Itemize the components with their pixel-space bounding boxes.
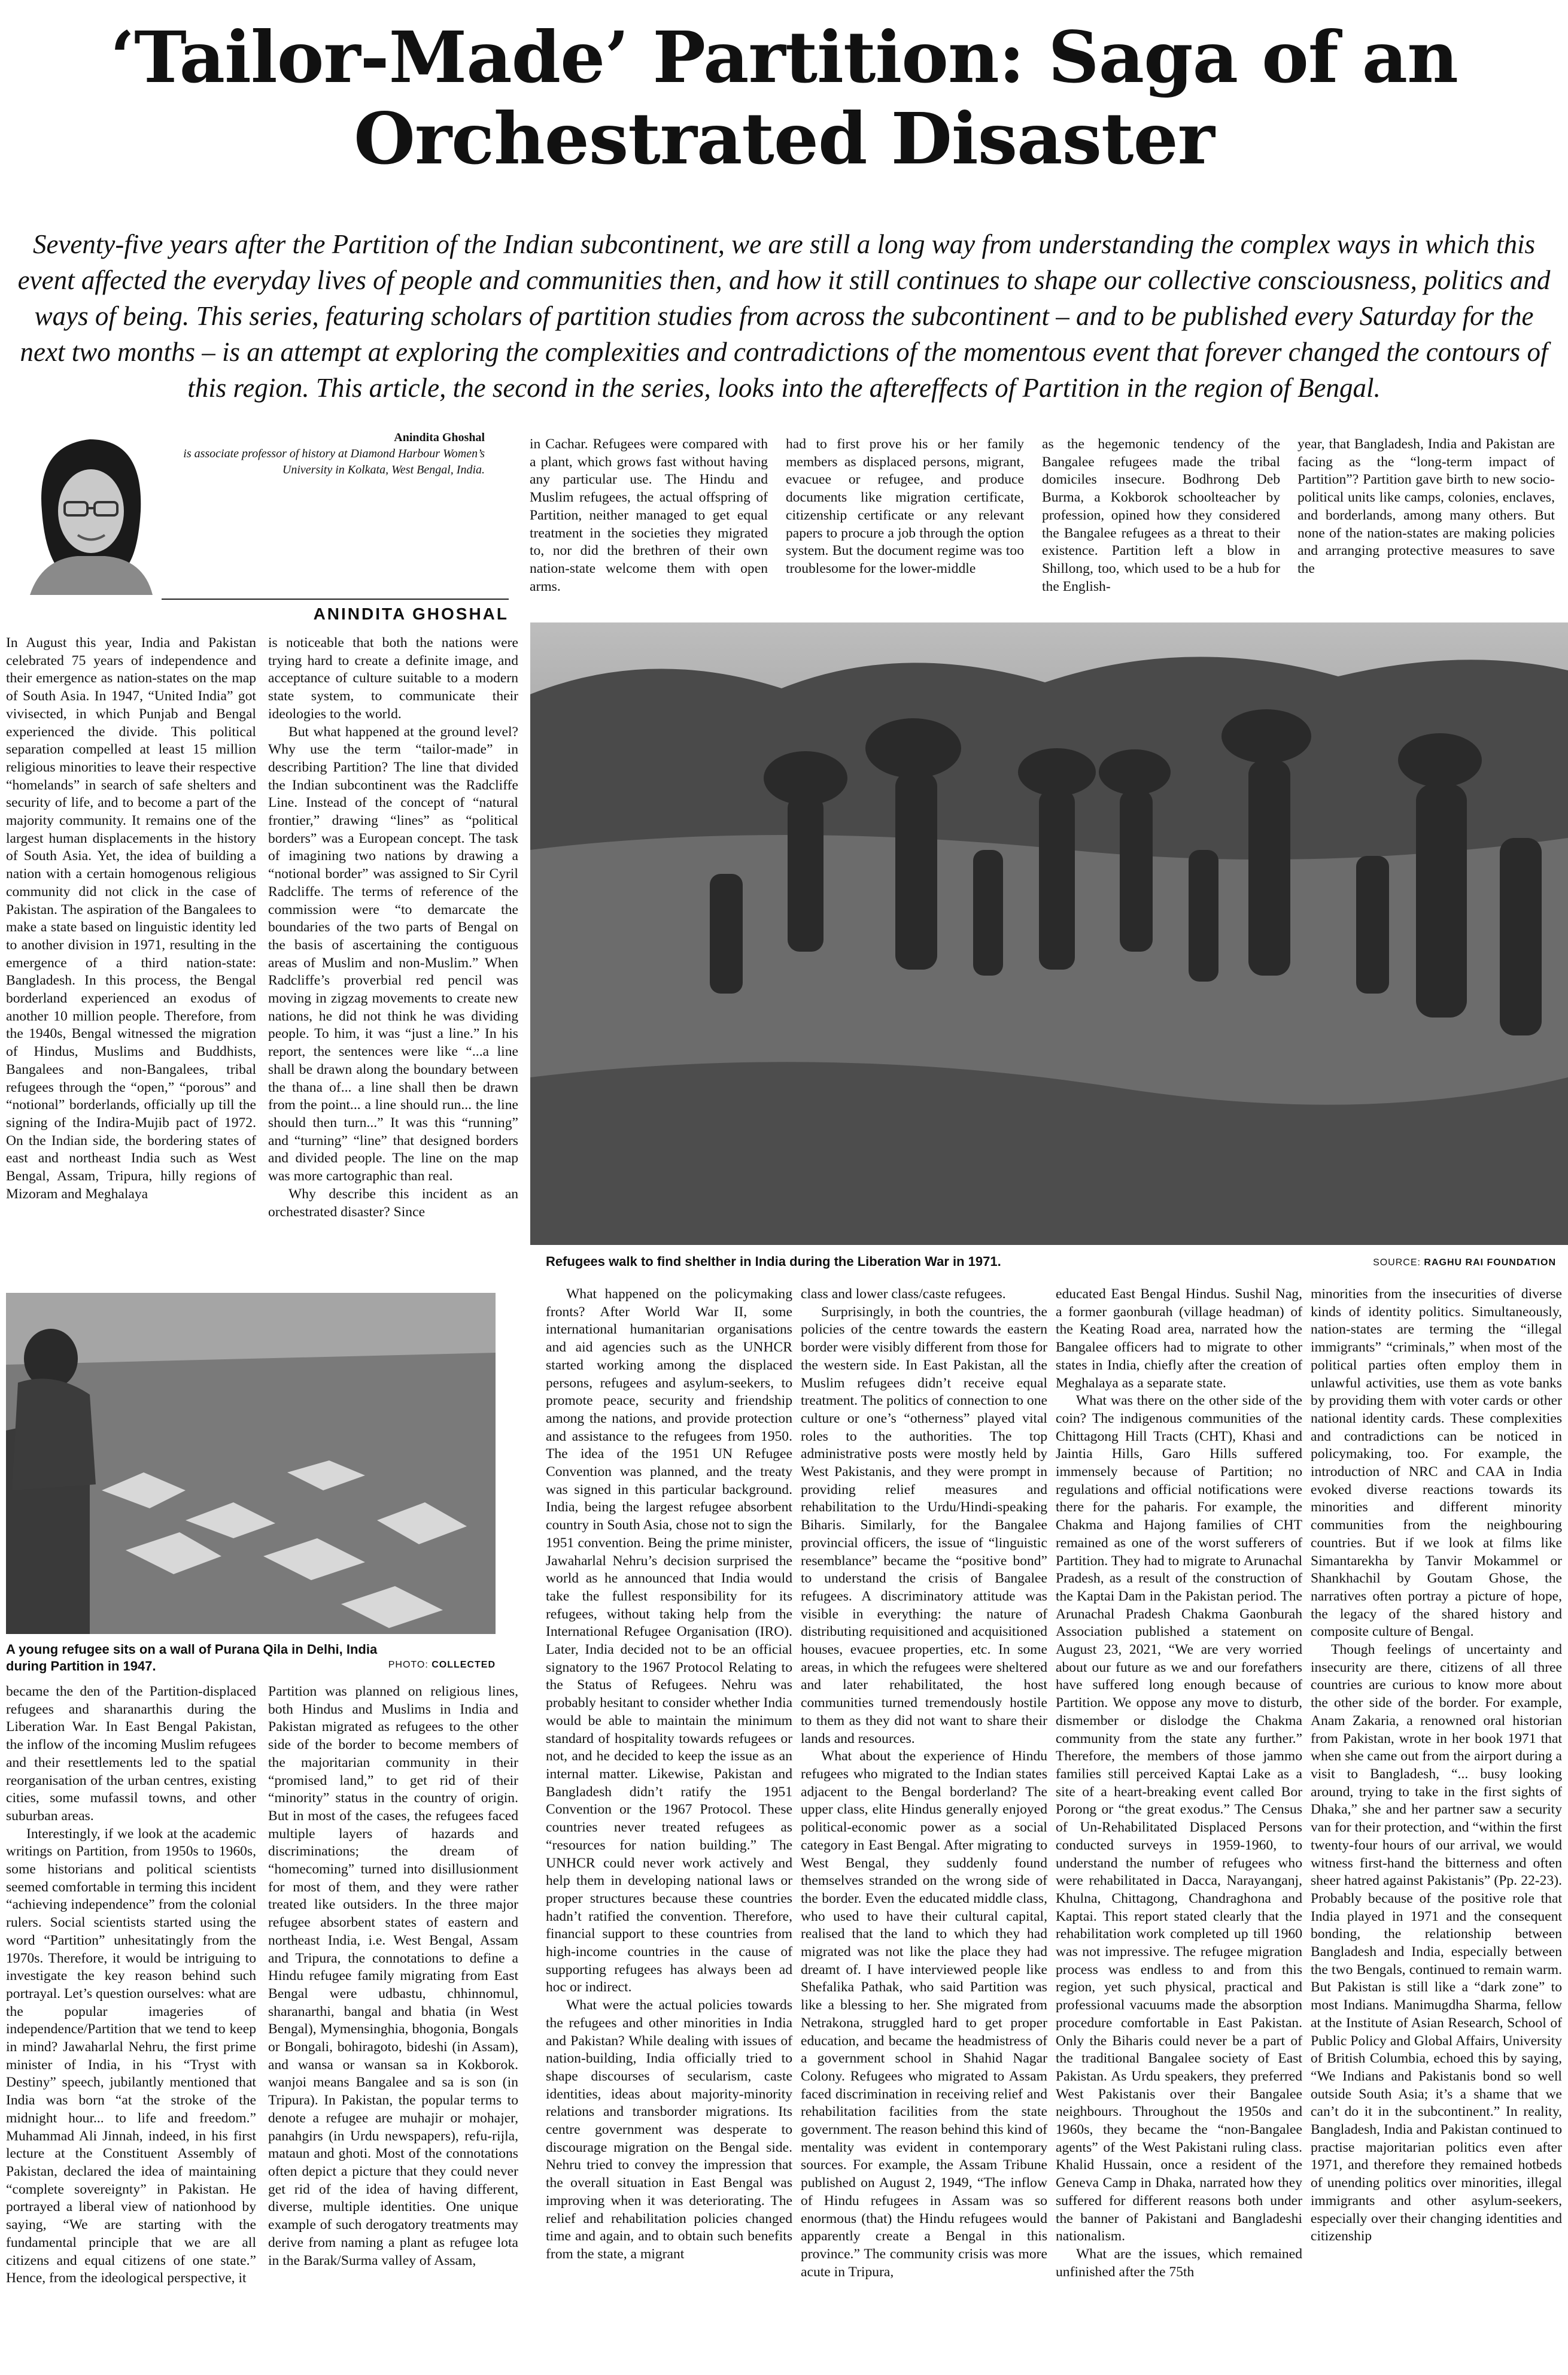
main-photo-caption: Refugees walk to find shelther in India during the Liberation War in 1971. bbox=[546, 1254, 1001, 1269]
author-bio bbox=[162, 430, 485, 478]
small-photo-caption: A young refugee sits on a wall of Purana Qila in Delhi, India during Partition in 1947. bbox=[6, 1642, 378, 1674]
purana-qila-photo bbox=[6, 1293, 496, 1634]
column-10-text-c: What about the experience of Hindu refugees who migrated to the Indian states adjacent to the Bengal borderland? The upper class, elite Hindus generally enjoyed political-economic power as a social category in East Bengal. After migrating to West Bengal, they suddenly found themselves stranded on the wrong side of the border. Even the educated middle class, who used to have their cultural capital, realised that the land to which they had migrated was not like the place they had dreamt of. I have interviewed people like Shefalika Pathak, who said Partition was like a blessing to her. She migrated from Netrakona, struggled hard to get proper education, and became the headmistress of a government school in Shahid Nagar Colony. Refugees who migrated to Assam faced discrimination in receiving relief and rehabilitation facilities from the state government. The reason behind this kind of mentality was evident in contemporary sources. For example, the Assam Tribune published on August 2, 1949, “The inflow of Hindu refugees in Assam was so enormous (that) the Hindu refugees would apparently create a Bengal in this province.” The community crisis was more acute in Tripura, bbox=[801, 1748, 1047, 2280]
column-2-text-b: But what happened at the ground level? Why use the term “tailor-made” in describing Partition? The line that divided the Indian subcontinent was the Radcliffe Line. Instead of the concept of “natural frontier,” drawing “lines” as “political borders” was a European concept. The task of imagining two nations by drawing a “notional border” was assigned to Sir Cyril Radcliffe. The terms of reference of the commission were “to demarcate the boundaries of the two parts of Bengal on the basis of ascertaining the contiguous areas of Muslim and non-Muslim.” When Radcliffe’s proverbial red pencil was moving in zigzag movements to create new nations, he did not think he was dividing people. To him, it was “just a line.” In his report, the sentences were like “...a line shall be drawn along the boundary between the thana of... a line shall then be drawn from the point... a line should run... the line should then turn...” It was this “running” and “turning” “line” that designed borders and divided people. The line on the map was more cartographic than real. bbox=[268, 724, 518, 1185]
column-10 bbox=[801, 1286, 1047, 2371]
column-1-text: In August this year, India and Pakistan celebrated 75 years of independence and their emergence as nation-states on the map of South Asia. In 1947, “United India” got vivisected, in which Punjab and Bengal experienced the divide. This political separation compelled at least 15 million religious minorities to leave their respective “homelands” in search of safe shelters and security of life, and to become a part of the majority community. It remains one of the largest human displacements in the history of South Asia. Yet, the idea of building a nation with a certain homogenous religious community did not click in the case of Pakistan. The aspiration of the Bangalees to make a state based on linguistic identity led to another division in 1971, resulting in the emergence of a third nation-state: Bangladesh. In this process, the Bengal borderland experienced an exodus of another 10 million people. Therefore, from the 1940s, Bengal witnessed the migration of Hindus, Muslims and Buddhists, Bangalees and non-Bangalees, tribal refugees through the “open,” “porous” and “notional” borderlands, officially up till the signing of the Indira-Mujib pact of 1972. On the Indian side, the bordering states of east and northeast India such as West Bengal, Assam, Tripura, hilly regions of Mizoram and Meghalaya bbox=[6, 635, 256, 1202]
column-8-text: Partition was planned on religious lines, both Hindus and Muslims in India and Pakistan migrated as refugees to the other side of the border to become members of the majoritarian community in their “promised land,” to get rid of their “minority” status in the country of origin. But in most of the cases, the refugees faced multiple layers of hazards and discriminations; the dream of “homecoming” turned into disillusionment for most of them, and they were rather treated like outsiders. In the three major refugee absorbent states of eastern and northeast India, i.e. West Bengal, Assam and Tripura, the connotations to define a Hindu refugee family migrating from East Bengal were udbastu, chhinnomul, sharanarthi, bangal and bhatia (in West Bengal), Mymensinghia, bhogonia, Bongals or Bongali, bohiragoto, bideshi (in Assam), and wansa or wansan sa in Kokborok. wanjoi means Bangalee and sa is son (in Tripura). In Pakistan, the popular terms to denote a refugee are muhajir or mohajer, panahgirs (in Urdu newspapers), refu-rijla, mataun and ghoti. Most of the connotations often depict a picture that they could never get rid of the idea of having different, diverse, multiple identities. One unique example of such derogatory treatments may derive from naming a plant as refugee lota in the Barak/Surma valley of Assam, bbox=[268, 1684, 518, 2268]
column-12-text-a: minorities from the insecurities of diverse kinds of identity politics. Simultaneously, nation-states are terming the “illegal immigrants” “criminals,” when most of the political parties often employ them in unlawful activities, use them as vote banks by providing them with voter cards or other national identity cards. These complexities and contradictions can be noticed in policymaking, too. For example, the introduction of NRC and CAA in India evoked diverse reactions towards its minorities and different minority communities from the neighbouring countries. But if we look at films like Simantarekha by Tanvir Mokammel or Shankhachil by Goutam Ghose, the narratives often portray a picture of hope, the legacy of the shared history and composite culture of Bengal. bbox=[1311, 1286, 1562, 1640]
column-7-text-a: became the den of the Partition-displaced refugees and sharanarthis during the Liberation War. In East Bengal Pakistan, the inflow of the incoming Muslim refugees and their resettlements led to the spatial reorganisation of the urban centres, existing cities, some mufassil towns, and other suburban areas. bbox=[6, 1684, 256, 1824]
column-11-text-b: What was there on the other side of the coin? The indigenous communities of the Chittagong Hill Tracts (CHT), Khasi and Jaintia Hills, Garo Hills suffered immensely because of Partition; no regulations and official notifications were there for the paharis. For example, the Chakma and Hajong families of CHT remained as one of the worst sufferers of Partition. They had to migrate to Arunachal Pradesh, as a result of the construction of the Kaptai Dam in the Pakistan period. The Arunachal Pradesh Chakma Gaonburah Association published a statement on August 23, 2021, “We are very worried about our future as we and our forefathers have suffered long enough because of Partition. We oppose any move to disturb, dismember or dislodge the Chakma community from the state any further.” Therefore, the members of those jammo families still perceived Kaptai Lake as a site of a heart-breaking event called Bor Porong or “the great exodus.” The Census of Un-Rehabilitated Displaced Persons conducted surveys in 1959-1960, to understand the number of refugees who were rehabilitated in Dacca, Narayanganj, Khulna, Chittagong, Chandraghona and Kaptai. This report stated clearly that the rehabilitation work completed up till 1960 was not impressive. The refugee migration process was endless to and from this region, yet such physical, practical and professional vacuums made the absorption procedure comfortable in East Pakistan. Only the Biharis could never be a part of the traditional Bangalee society of East Pakistan. As Urdu speakers, they preferred West Pakistanis over their Bangalee neighbours. Throughout the 1950s and 1960s, they became the “non-Bangalee agents” of the West Pakistani ruling class. Khalid Hussain, once a resident of the Geneva Camp in Dhaka, narrated how they suffered for different reasons both under the banner of Pakistani and Bangladeshi nationalism. bbox=[1056, 1393, 1302, 2245]
column-11 bbox=[1056, 1286, 1302, 2371]
author-portrait-image bbox=[18, 421, 162, 595]
byline-rule bbox=[162, 599, 509, 600]
column-2-text-a: is noticeable that both the nations were trying hard to create a definite image, and acceptance of culture suitable to a modern state system, to communicate their ideologies to the world. bbox=[268, 635, 518, 722]
column-4-text: had to first prove his or her family members as displaced persons, migrant, evacuee or refugee, and produce documents like migration certificate, citizenship certificate or any relevant papers to procure a job through the option system. But the document regime was too troublesome for the lower-middle bbox=[786, 436, 1024, 576]
small-photo bbox=[6, 1293, 496, 1634]
column-9 bbox=[546, 1286, 792, 2371]
column-1 bbox=[6, 634, 256, 1293]
column-4 bbox=[786, 436, 1024, 624]
author-portrait bbox=[18, 421, 162, 595]
author-name: Anindita Ghoshal bbox=[394, 431, 485, 444]
headline bbox=[0, 17, 1568, 180]
column-8 bbox=[268, 1683, 518, 2371]
small-photo-credit bbox=[383, 1659, 496, 1671]
column-5 bbox=[1042, 436, 1280, 624]
small-photo-credit-name: COLLECTED bbox=[431, 1660, 496, 1670]
column-9-text-b: What were the actual policies towards the refugees and other minorities in India and Pakistan? While dealing with issues of nation-building, India officially tried to shape discourses of secularism, caste identities, ideas about majority-minority relations and transborder migrations. Its centre government was desperate to discourage migration on the Bengal side. Nehru tried to convey the impression that the overall situation in East Bengal was improving when it was deteriorating. The relief and rehabilitation policies changed time and again, and to obtain such benefits from the state, a migrant bbox=[546, 1997, 792, 2262]
column-6 bbox=[1297, 436, 1555, 624]
column-12 bbox=[1311, 1286, 1562, 2371]
column-11-text-a: educated East Bengal Hindus. Sushil Nag, a former gaonburah (village headman) of the Keating Road area, narrated how the Bangalee officers had to migrate to other states in India, chiefly after the creation of Meghalaya as a separate state. bbox=[1056, 1286, 1302, 1391]
refugees-walking-photo bbox=[530, 622, 1568, 1245]
column-3 bbox=[530, 436, 768, 624]
author-bio-text: is associate professor of history at Diamond Harbour Women’s University in Kolkata, West Bengal, India. bbox=[183, 447, 485, 476]
headline-line-1: ‘Tailor-Made’ Partition: Saga of an bbox=[110, 16, 1458, 99]
column-10-text-a: class and lower class/caste refugees. bbox=[801, 1286, 1006, 1302]
main-photo-credit-name: RAGHU RAI FOUNDATION bbox=[1424, 1258, 1556, 1268]
column-11-text-c: What are the issues, which remained unfinished after the 75th bbox=[1056, 2246, 1302, 2280]
main-photo bbox=[530, 622, 1568, 1245]
column-2-text-c: Why describe this incident as an orchestrated disaster? Since bbox=[268, 1186, 518, 1220]
small-photo-credit-label: PHOTO: bbox=[388, 1660, 429, 1670]
column-3-text: in Cachar. Refugees were compared with a plant, which grows fast without having any particular use. The Hindu and Muslim refugees, the actual offspring of Partition, neither managed to get equal treatment in the societies they migrated to, nor did the brethren of their own nation-state welcome them with open arms. bbox=[530, 436, 768, 594]
main-photo-credit-label: SOURCE: bbox=[1373, 1258, 1421, 1268]
column-10-text-b: Surprisingly, in both the countries, the policies of the centre towards the eastern border were visibly different from those for the western side. In East Pakistan, all the Muslim refugees didn’t receive equal treatment. The politics of connection to one culture or one’s “otherness” played vital roles to the authorities. The top administrative posts were mostly held by West Pakistanis, and they were prompt in providing relief measures and rehabilitation to the Urdu/Hindi-speaking Biharis. Similarly, for the Bangalee provincial officers, the issue of “linguistic resemblance” became the “positive bond” to understand the crisis of Bangalee refugees. A discriminatory attitude was visible in everything: the nature of distributing requisitioned and acquisitioned houses, evacuee properties, etc. In some areas, in which the refugees were sheltered and later rehabilitated, the host communities turned tremendously hostile to them as they did not want to share their lands and resources. bbox=[801, 1304, 1047, 1747]
column-9-text-a: What happened on the policymaking fronts? After World War II, some international humanitarian organisations and aid agencies such as the UNHCR started working among the displaced persons, refugees and asylum-seekers, to promote peace, security and friendship among the nations, and provide protection and assistance to the refugees from 1950. The idea of the 1951 UN Refugee Convention was planned, and the treaty was signed in this particular background. India, being the largest refugee absorbent country in South Asia, chose not to sign the 1951 convention. Being the prime minister, Jawaharlal Nehru’s decision surprised the world as he announced that India would take the fullest responsibility for its refugees, without taking help from the International Refugee Organisation (IRO). Later, India decided not to be an official signatory to the 1967 Protocol Relating to the Status of Refugees. Nehru was probably hesitant to consider whether India would be able to maintain the minimum standard of hospitality towards refugees or not, and he decided to keep the issue as an internal matter. Likewise, Pakistan and Bangladesh didn’t ratify the 1951 Convention or the 1967 Protocol. These countries never treated refugees as “resources for nation building.” The UNHCR could never work actively and help them in developing national laws or proper structures because these countries hadn’t ratified the convention. Therefore, financial support to these countries from high-income countries in the cause of supporting refugees has always been ad hoc or indirect. bbox=[546, 1286, 792, 1996]
byline: ANINDITA GHOSHAL bbox=[313, 605, 509, 623]
column-7-text-b: Interestingly, if we look at the academic writings on Partition, from 1950s to 1960s, some historians and political scientists seemed comfortable in terming this incident “achieving independence” from the colonial rulers. Social scientists started using the word “Partition” unhesitatingly from the 1970s. Therefore, it would be intriguing to investigate the key reason behind such portrayal. Let’s question ourselves: what are the popular imageries of independence/Partition that we tend to keep in mind? Jawaharlal Nehru, the first prime minister of India, in his “Tryst with Destiny” speech, jubilantly mentioned that India was born “at the stroke of the midnight hour... to life and freedom.” Muhammad Ali Jinnah, indeed, in his first lecture at the Constituent Assembly of Pakistan, declared the idea of maintaining “complete sovereignty” in Pakistan. He portrayed a liberal view of nationhood by saying, “We are starting with the fundamental principle that we are all citizens and equal citizens of one state.” Hence, from the ideological perspective, it bbox=[6, 1826, 256, 2286]
column-2 bbox=[268, 634, 518, 1293]
standfirst: Seventy-five years after the Partition of the Indian subcontinent, we are still a long way from understanding the complex ways in which this event affected the everyday lives of people and communities then, and how it still continues to shape our collective consciousness, politics and ways of being. This series, featuring scholars of partition studies from across the subcontinent – and to be published every Saturday for the next two months – is an attempt at exploring the complexities and contradictions of the momentous event that forever changed the contours of this region. This article, the second in the series, looks into the aftereffects of Partition in the region of Bengal. bbox=[17, 229, 1551, 403]
column-7 bbox=[6, 1683, 256, 2371]
headline-line-2: Orchestrated Disaster bbox=[354, 97, 1214, 180]
main-photo-credit bbox=[1317, 1257, 1556, 1269]
column-6-text: year, that Bangladesh, India and Pakistan are facing as the “long-term impact of Partition”? Partition gave birth to new socio-political units like camps, colonies, enclaves, and borderlands, among many others. But none of the nation-states are making policies and arranging protective measures to save the bbox=[1297, 436, 1555, 576]
column-12-text-b: Though feelings of uncertainty and insecurity are there, citizens of all three countries are curious to know more about the other side of the border. For example, Anam Zakaria, a renowned oral historian from Pakistan, wrote in her book 1971 that when she came out from the airport during a visit to Bangladesh, “... busy looking around, trying to take in the first sights of Dhaka,” she and her partner saw a security van for their protection, and “within the first twenty-four hours of our arrival, we would witness first-hand the bitterness and often sheer hatred against Pakistanis” (Pp. 22-23). Probably because of the positive role that India played in 1971 and the consequent bonding, the relationship between Bangladesh and India, especially between the two Bengals, continued to remain warm. But Pakistan is still like a “dark zone” to most Indians. Manimugdha Sharma, fellow at the Institute of Asian Research, School of Public Policy and Global Affairs, University of British Columbia, echoed this by saying, “We Indians and Pakistanis bond so well outside South Asia; it’s a shame that we can’t do it in the subcontinent.” In reality, Bangladesh, India and Pakistan continued to practise majoritarian politics even after 1971, and therefore they remained hotbeds of unending politics over minorities, illegal immigrants and other asylum-seekers, especially over their changing identities and citizenship bbox=[1311, 1642, 1562, 2245]
column-5-text: as the hegemonic tendency of the Bangalee refugees made the tribal domiciles insecure. Bodhrong Deb Burma, a Kokborok schoolteacher by profession, opined how they considered the Bangalee refugees as a threat to their existence. Partition left a blow in Shillong, too, which used to be a hub for the English- bbox=[1042, 436, 1280, 594]
